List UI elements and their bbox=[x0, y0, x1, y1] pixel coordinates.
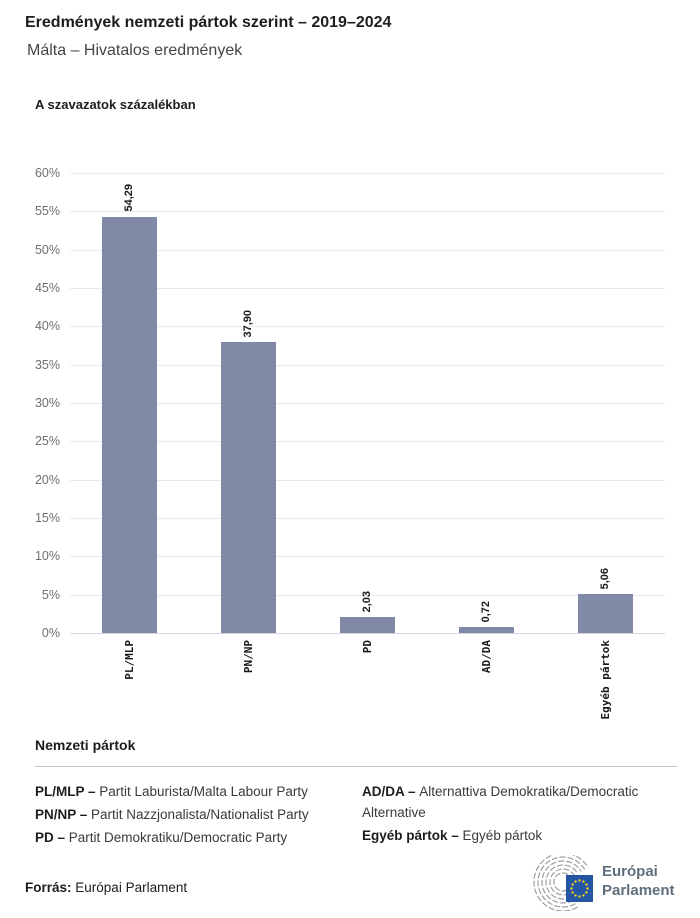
european-parliament-logo bbox=[530, 855, 690, 911]
bar-PN/NP bbox=[221, 342, 276, 633]
source-label: Forrás: bbox=[25, 880, 72, 895]
eu-flag-star bbox=[570, 887, 572, 889]
gridline bbox=[70, 288, 665, 289]
gridline bbox=[70, 326, 665, 327]
eu-flag-star bbox=[585, 883, 587, 885]
x-axis-category-label: PL/MLP bbox=[123, 640, 136, 680]
legend-item bbox=[35, 781, 355, 802]
y-axis-tick-label: 10% bbox=[34, 549, 60, 564]
x-axis-category-label: AD/DA bbox=[480, 640, 493, 674]
gridline bbox=[70, 211, 665, 212]
y-axis-tick-label: 50% bbox=[34, 242, 60, 257]
eu-flag bbox=[566, 875, 593, 902]
gridline bbox=[70, 365, 665, 366]
y-axis-tick-label: 45% bbox=[34, 281, 60, 295]
bar-value-label: 2,03 bbox=[361, 591, 373, 613]
bar-value-label: 5,06 bbox=[599, 567, 611, 590]
source-value: Európai Parlament bbox=[75, 880, 188, 895]
y-axis-tick-label: 25% bbox=[34, 434, 60, 449]
legend-item-abbr: PN/NP – bbox=[35, 807, 92, 822]
legend-item-abbr: PD – bbox=[35, 830, 69, 845]
y-axis-tick-label: 15% bbox=[34, 511, 60, 525]
eu-flag-star bbox=[574, 880, 576, 882]
legend-item-name: Alternattiva Demokratika/Democratic Alternative bbox=[362, 784, 639, 820]
bar-value-label: 37,90 bbox=[242, 309, 254, 338]
gridline bbox=[70, 633, 665, 634]
gridline bbox=[70, 403, 665, 404]
legend-item bbox=[35, 827, 355, 848]
bar-AD/DA bbox=[459, 627, 514, 633]
eu-flag-star bbox=[578, 895, 580, 897]
legend-columns bbox=[35, 781, 677, 850]
legend-item-name: Egyéb pártok bbox=[462, 828, 543, 843]
gridline bbox=[70, 556, 665, 557]
y-axis-tick-label: 60% bbox=[34, 166, 60, 180]
legend-item-abbr: Egyéb pártok – bbox=[362, 828, 463, 843]
bar-chart-plot-area bbox=[34, 166, 665, 720]
gridline bbox=[70, 173, 665, 174]
bar-value-label: 54,29 bbox=[123, 184, 135, 212]
y-axis-tick-label: 40% bbox=[34, 319, 60, 334]
x-axis-category-label: Egyéb pártok bbox=[599, 640, 612, 720]
gridline bbox=[70, 250, 665, 251]
legend-column-left bbox=[35, 781, 355, 850]
y-axis-tick-label: 30% bbox=[34, 396, 60, 410]
gridline bbox=[70, 480, 665, 481]
bar-PL/MLP bbox=[102, 217, 157, 633]
y-axis-tick-label: 35% bbox=[34, 357, 60, 372]
logo-text-line1: Európai bbox=[602, 863, 658, 880]
legend-item-abbr: PL/MLP – bbox=[35, 784, 100, 799]
x-axis-category-label: PN/NP bbox=[242, 640, 255, 674]
gridline bbox=[70, 441, 665, 442]
eu-flag-star bbox=[586, 887, 588, 889]
parliament-hemicycle-flag-icon bbox=[530, 855, 600, 911]
y-axis-tick-label: 5% bbox=[41, 587, 60, 602]
eu-flag-star bbox=[571, 883, 573, 885]
legend-item-name: Partit Demokratiku/Democratic Party bbox=[68, 830, 288, 845]
y-axis-tick-label: 55% bbox=[34, 204, 60, 219]
eu-flag-star bbox=[582, 894, 584, 896]
chart-axis-title: A szavazatok százalékban bbox=[35, 97, 196, 112]
x-axis-category-label: PD bbox=[361, 640, 374, 654]
eu-flag-star bbox=[574, 894, 576, 896]
eu-flag-star bbox=[578, 879, 580, 881]
legend-item-name: Partit Nazzjonalista/Nationalist Party bbox=[91, 807, 309, 822]
source-line bbox=[25, 880, 187, 895]
eu-flag-star bbox=[585, 891, 587, 893]
legend-item-abbr: AD/DA – bbox=[362, 784, 420, 799]
legend-item bbox=[35, 804, 355, 825]
legend-item bbox=[362, 825, 667, 846]
logo-text bbox=[602, 862, 675, 900]
page-title: Eredmények nemzeti pártok szerint – 2019–2024 bbox=[25, 14, 392, 31]
legend-item-name: Partit Laburista/Malta Labour Party bbox=[99, 784, 308, 799]
eu-flag-star bbox=[582, 880, 584, 882]
legend-title: Nemzeti pártok bbox=[35, 737, 136, 753]
legend-divider bbox=[35, 766, 677, 767]
eu-flag-star bbox=[571, 891, 573, 893]
party-legend bbox=[35, 737, 677, 850]
gridline bbox=[70, 518, 665, 519]
y-axis-tick-label: 0% bbox=[41, 626, 60, 640]
page-subtitle: Málta – Hivatalos eredmények bbox=[27, 42, 243, 59]
legend-item bbox=[362, 781, 667, 823]
legend-column-right bbox=[362, 781, 667, 850]
logo-text-line2: Parlament bbox=[602, 882, 675, 899]
bar-Egyéb pártok bbox=[578, 594, 633, 633]
bar-PD bbox=[340, 617, 395, 633]
bar-value-label: 0,72 bbox=[480, 601, 492, 623]
y-axis-tick-label: 20% bbox=[34, 472, 60, 487]
